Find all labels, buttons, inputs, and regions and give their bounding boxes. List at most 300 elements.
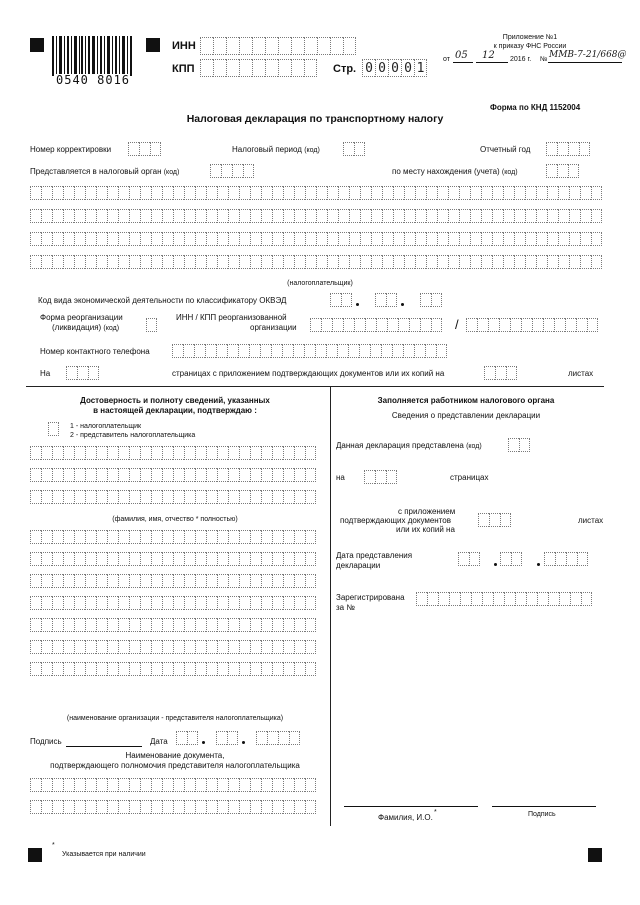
comb-cell: [52, 530, 63, 544]
comb-cell: [536, 209, 547, 223]
comb-cell: [228, 800, 239, 814]
comb-cell: [151, 255, 162, 269]
year-field[interactable]: [546, 142, 590, 156]
org-row[interactable]: [30, 596, 316, 610]
comb-cell: [63, 490, 74, 504]
comb-cell: [316, 232, 327, 246]
comb-cell: [327, 186, 338, 200]
comb-cell: [118, 778, 129, 792]
comb-cell: [107, 490, 118, 504]
tax-authority-code-field[interactable]: [210, 164, 254, 178]
comb-cell: [52, 209, 63, 223]
comb-cell: [261, 618, 272, 632]
comb-cell: [162, 186, 173, 200]
comb-cell: [162, 662, 173, 676]
comb-cell: [96, 800, 107, 814]
comb-cell: [63, 800, 74, 814]
comb-cell: [140, 468, 151, 482]
comb-cell: [173, 640, 184, 654]
sign-date-month[interactable]: [216, 731, 238, 745]
signer-fio-rows[interactable]: [30, 446, 316, 504]
comb-cell: [52, 446, 63, 460]
sign-date-day[interactable]: [176, 731, 198, 745]
date-separator: [242, 741, 245, 744]
reorg-inn-label-1: ИНН / КПП реорганизованной: [176, 313, 287, 322]
comb-cell: [272, 255, 283, 269]
signature-line[interactable]: [66, 746, 142, 747]
comb-cell: [294, 640, 305, 654]
comb-cell: [217, 468, 228, 482]
org-row[interactable]: [30, 574, 316, 588]
comb-cell: [250, 778, 261, 792]
comb-cell: [217, 209, 228, 223]
comb-cell: [305, 468, 316, 482]
comb-cell: [569, 209, 580, 223]
comb-cell: [85, 490, 96, 504]
comb-cell: [184, 186, 195, 200]
comb-cell: [503, 255, 514, 269]
comb-cell: [140, 662, 151, 676]
corner-mark-top-left: [30, 38, 44, 52]
comb-cell: [41, 618, 52, 632]
document-title: Налоговая декларация по транспортному налогу: [186, 113, 444, 125]
comb-cell: [393, 232, 404, 246]
footnote-text: Указывается при наличии: [62, 851, 146, 858]
comb-cell: [294, 530, 305, 544]
order-day: 05: [455, 50, 468, 61]
date-separator: [202, 741, 205, 744]
comb-cell: [41, 468, 52, 482]
right-date-label-1: Дата представления: [336, 551, 413, 560]
comb-cell: [184, 618, 195, 632]
comb-cell: [217, 640, 228, 654]
comb-cell: [85, 800, 96, 814]
comb-cell: [305, 800, 316, 814]
comb-cell: [360, 232, 371, 246]
reorg-kpp-field[interactable]: [466, 318, 598, 332]
comb-cell: [173, 662, 184, 676]
taxpayer-name-row[interactable]: [30, 232, 602, 246]
comb-cell: [85, 209, 96, 223]
comb-cell: [118, 530, 129, 544]
comb-cell: [74, 574, 85, 588]
fio-row[interactable]: [30, 468, 316, 482]
comb-cell: [272, 490, 283, 504]
comb-cell: [74, 209, 85, 223]
comb-cell: [294, 186, 305, 200]
comb-cell: [206, 530, 217, 544]
comb-cell: [272, 640, 283, 654]
comb-cell: [360, 209, 371, 223]
comb-cell: [118, 662, 129, 676]
comb-cell: [415, 255, 426, 269]
comb-cell: [558, 209, 569, 223]
comb-cell: [239, 574, 250, 588]
okved-label: Код вида экономической деятельности по классификатору ОКВЭД: [38, 296, 287, 305]
comb-cell: [173, 574, 184, 588]
comb-cell: [96, 596, 107, 610]
comb-cell: [184, 778, 195, 792]
taxpayer-caption: (налогоплательщик): [287, 280, 353, 287]
pages-count-field[interactable]: [66, 366, 99, 380]
comb-cell: [107, 209, 118, 223]
comb-cell: [305, 530, 316, 544]
right-pages-field[interactable]: [364, 470, 397, 484]
comb-cell: [591, 232, 602, 246]
comb-cell: [30, 640, 41, 654]
right-attach-1: с приложением: [398, 507, 456, 516]
comb-cell: [239, 468, 250, 482]
comb-cell: [283, 618, 294, 632]
comb-cell: [85, 596, 96, 610]
page-digit: 0: [362, 59, 375, 77]
okved-part-2[interactable]: [375, 293, 397, 307]
comb-cell: [52, 778, 63, 792]
comb-cell: [140, 552, 151, 566]
comb-cell: [195, 446, 206, 460]
comb-cell: [107, 640, 118, 654]
comb-cell: [382, 255, 393, 269]
comb-cell: [173, 800, 184, 814]
comb-cell: [85, 552, 96, 566]
org-row[interactable]: [30, 530, 316, 544]
comb-cell: [437, 232, 448, 246]
comb-cell: [327, 255, 338, 269]
authority-document-rows[interactable]: [30, 778, 316, 814]
comb-cell: [294, 800, 305, 814]
comb-cell: [195, 640, 206, 654]
comb-cell: [151, 232, 162, 246]
comb-cell: [206, 640, 217, 654]
comb-cell: [162, 490, 173, 504]
comb-cell: [228, 552, 239, 566]
comb-cell: [107, 618, 118, 632]
on-label: На: [40, 369, 51, 378]
comb-cell: [162, 618, 173, 632]
comb-cell: [162, 209, 173, 223]
right-date-year[interactable]: [544, 552, 588, 566]
comb-cell: [283, 186, 294, 200]
comb-cell: [228, 468, 239, 482]
comb-cell: [96, 778, 107, 792]
comb-cell: [393, 255, 404, 269]
comb-cell: [107, 778, 118, 792]
comb-cell: [228, 574, 239, 588]
reorg-label-2: [52, 324, 119, 332]
comb-cell: [85, 186, 96, 200]
comb-cell: [118, 209, 129, 223]
signer-type-field[interactable]: [48, 422, 59, 436]
comb-cell: [217, 186, 228, 200]
comb-cell: [173, 209, 184, 223]
kpp-field[interactable]: [200, 59, 317, 77]
comb-cell: [272, 468, 283, 482]
correction-field[interactable]: [128, 142, 161, 156]
comb-cell: [41, 574, 52, 588]
comb-cell: [239, 640, 250, 654]
comb-cell: [272, 186, 283, 200]
period-label-text: Налоговый период: [232, 145, 302, 154]
comb-cell: [305, 618, 316, 632]
right-signature-label: Подпись: [528, 811, 556, 818]
comb-cell: [162, 552, 173, 566]
comb-cell: [217, 232, 228, 246]
order-day-line: [453, 62, 473, 63]
comb-cell: [206, 468, 217, 482]
comb-cell: [85, 232, 96, 246]
comb-cell: [316, 186, 327, 200]
comb-cell: [151, 800, 162, 814]
comb-cell: [96, 530, 107, 544]
comb-cell: [206, 800, 217, 814]
comb-cell: [294, 552, 305, 566]
taxpayer-name-row[interactable]: [30, 255, 602, 269]
comb-cell: [250, 640, 261, 654]
comb-cell: [107, 446, 118, 460]
comb-cell: [63, 662, 74, 676]
org-row[interactable]: [30, 552, 316, 566]
page-digit: 0: [388, 59, 401, 77]
comb-cell: [52, 255, 63, 269]
comb-cell: [228, 596, 239, 610]
order-month: 12: [482, 50, 495, 61]
right-date-month[interactable]: [500, 552, 522, 566]
comb-cell: [261, 232, 272, 246]
fio-row[interactable]: [30, 446, 316, 460]
sign-date-year[interactable]: [256, 731, 300, 745]
phone-label: Номер контактного телефона: [40, 347, 150, 356]
comb-cell: [30, 800, 41, 814]
comb-cell: [151, 446, 162, 460]
comb-cell: [184, 468, 195, 482]
signer-option-2: 2 - представитель налогоплательщика: [70, 432, 196, 439]
location-label: [392, 168, 518, 176]
comb-cell: [41, 662, 52, 676]
comb-cell: [217, 596, 228, 610]
comb-cell: [547, 209, 558, 223]
comb-cell: [195, 662, 206, 676]
comb-cell: [272, 596, 283, 610]
comb-cell: [448, 255, 459, 269]
sheets-count-field[interactable]: [484, 366, 517, 380]
comb-cell: [151, 468, 162, 482]
period-field[interactable]: [343, 142, 365, 156]
comb-cell: [162, 530, 173, 544]
fio-row[interactable]: [30, 490, 316, 504]
comb-cell: [349, 232, 360, 246]
comb-cell: [239, 255, 250, 269]
comb-cell: [404, 209, 415, 223]
location-code: (код): [501, 169, 518, 176]
org-row[interactable]: [30, 618, 316, 632]
comb-cell: [272, 232, 283, 246]
comb-cell: [327, 232, 338, 246]
page-number-field[interactable]: [362, 59, 427, 77]
comb-cell: [327, 209, 338, 223]
comb-cell: [30, 778, 41, 792]
comb-cell: [74, 662, 85, 676]
right-date-day[interactable]: [458, 552, 480, 566]
comb-cell: [184, 209, 195, 223]
comb-cell: [283, 255, 294, 269]
comb-cell: [140, 596, 151, 610]
comb-cell: [140, 618, 151, 632]
comb-cell: [63, 618, 74, 632]
comb-cell: [569, 186, 580, 200]
comb-cell: [580, 255, 591, 269]
page-label: Стр.: [333, 63, 357, 75]
comb-cell: [151, 209, 162, 223]
signature-label: Подпись: [30, 737, 62, 746]
comb-cell: [217, 446, 228, 460]
comb-cell: [129, 778, 140, 792]
comb-cell: [305, 255, 316, 269]
comb-cell: [492, 209, 503, 223]
comb-cell: [261, 209, 272, 223]
org-row[interactable]: [30, 662, 316, 676]
comb-cell: [30, 232, 41, 246]
right-signature-line[interactable]: [492, 806, 596, 807]
comb-cell: [74, 186, 85, 200]
comb-cell: [228, 232, 239, 246]
taxpayer-name-row[interactable]: [30, 186, 602, 200]
comb-cell: [558, 186, 569, 200]
pages-label: страницах с приложением подтверждающих документов или их копий на: [172, 369, 445, 378]
comb-cell: [239, 596, 250, 610]
comb-cell: [217, 574, 228, 588]
reorg-form-field[interactable]: [146, 318, 157, 332]
comb-cell: [228, 778, 239, 792]
comb-cell: [580, 186, 591, 200]
comb-cell: [525, 255, 536, 269]
comb-cell: [74, 490, 85, 504]
comb-cell: [63, 552, 74, 566]
comb-cell: [470, 232, 481, 246]
comb-cell: [41, 186, 52, 200]
order-no-label: №: [540, 56, 548, 63]
comb-cell: [184, 552, 195, 566]
comb-cell: [129, 232, 140, 246]
comb-cell: [74, 618, 85, 632]
comb-cell: [96, 468, 107, 482]
right-sheets-field[interactable]: [478, 513, 511, 527]
comb-cell: [107, 232, 118, 246]
taxpayer-name-rows[interactable]: [30, 186, 602, 269]
comb-cell: [63, 468, 74, 482]
doc-row[interactable]: [30, 778, 316, 792]
comb-cell: [129, 255, 140, 269]
comb-cell: [41, 209, 52, 223]
comb-cell: [217, 618, 228, 632]
comb-cell: [305, 186, 316, 200]
right-date-separator: [494, 563, 497, 566]
comb-cell: [239, 552, 250, 566]
inn-field[interactable]: [200, 37, 356, 55]
comb-cell: [591, 186, 602, 200]
comb-cell: [173, 778, 184, 792]
reorg-code: (код): [103, 325, 120, 332]
inn-label: ИНН: [172, 40, 196, 52]
reorg-inn-label-2: организации: [250, 323, 297, 332]
comb-cell: [338, 209, 349, 223]
comb-cell: [140, 574, 151, 588]
doc-row[interactable]: [30, 800, 316, 814]
corner-mark-bottom-right: [588, 848, 602, 862]
comb-cell: [140, 640, 151, 654]
comb-cell: [195, 468, 206, 482]
comb-cell: [140, 446, 151, 460]
comb-cell: [228, 186, 239, 200]
phone-field[interactable]: [172, 344, 447, 358]
comb-cell: [250, 186, 261, 200]
comb-cell: [580, 232, 591, 246]
comb-cell: [173, 618, 184, 632]
taxpayer-name-row[interactable]: [30, 209, 602, 223]
comb-cell: [426, 232, 437, 246]
comb-cell: [261, 490, 272, 504]
comb-cell: [107, 574, 118, 588]
comb-cell: [250, 530, 261, 544]
comb-cell: [250, 232, 261, 246]
comb-cell: [470, 186, 481, 200]
comb-cell: [129, 490, 140, 504]
right-registration-number[interactable]: [416, 592, 592, 606]
right-submission-code-field[interactable]: [508, 438, 530, 452]
comb-cell: [74, 530, 85, 544]
comb-cell: [228, 618, 239, 632]
location-code-field[interactable]: [546, 164, 579, 178]
comb-cell: [195, 778, 206, 792]
okved-part-1[interactable]: [330, 293, 352, 307]
comb-cell: [294, 209, 305, 223]
comb-cell: [41, 800, 52, 814]
comb-cell: [96, 232, 107, 246]
comb-cell: [250, 800, 261, 814]
comb-cell: [283, 446, 294, 460]
comb-cell: [195, 574, 206, 588]
reorg-inn-field[interactable]: [310, 318, 442, 332]
comb-cell: [85, 574, 96, 588]
comb-cell: [162, 800, 173, 814]
comb-cell: [437, 186, 448, 200]
comb-cell: [305, 446, 316, 460]
comb-cell: [580, 209, 591, 223]
comb-cell: [41, 640, 52, 654]
comb-cell: [118, 255, 129, 269]
comb-cell: [492, 186, 503, 200]
comb-cell: [261, 800, 272, 814]
appendix-line-1: Приложение №1: [502, 34, 558, 41]
comb-cell: [30, 574, 41, 588]
comb-cell: [261, 530, 272, 544]
comb-cell: [239, 186, 250, 200]
comb-cell: [74, 640, 85, 654]
comb-cell: [283, 662, 294, 676]
okved-part-3[interactable]: [420, 293, 442, 307]
comb-cell: [63, 530, 74, 544]
comb-cell: [118, 800, 129, 814]
comb-cell: [294, 778, 305, 792]
comb-cell: [206, 446, 217, 460]
comb-cell: [272, 618, 283, 632]
representative-org-rows[interactable]: [30, 530, 316, 684]
comb-cell: [272, 574, 283, 588]
order-month-line: [476, 62, 508, 63]
right-fio-line[interactable]: [344, 806, 478, 807]
submitted-label: [30, 168, 179, 176]
org-row[interactable]: [30, 640, 316, 654]
comb-cell: [85, 530, 96, 544]
